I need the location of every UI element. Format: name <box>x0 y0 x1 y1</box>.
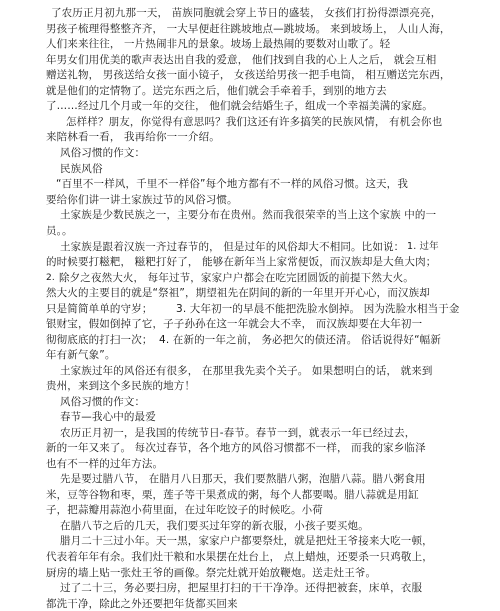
text-line: 然大火的主要目的就是“祭祖”，期望祖先在阴间的新的一年里开开心心，而汉族却 <box>46 287 430 299</box>
text-line: 新的一年又来了。 每次过春节，各个地方的风俗习惯都不一样， 而我的家乡临泽 <box>46 442 426 454</box>
text-line: 土家族是少数民族之一，主要分布在贵州。然而我很荣幸的当上这个家族 中的一 <box>60 209 437 221</box>
text-line: 来陪林看一看， 我再给你一一介绍。 <box>46 131 220 143</box>
text-line: 年男女们用优美的歌声表达出自我的爱意， 他们找到自我的心上人之后， 就会互相 <box>46 54 437 66</box>
text-line: 怎样样？朋友，你觉得有意思吗？我们这还有许多搞笑的民族风情， 有机会你也 <box>66 116 443 128</box>
text-line: 人们来来往往， 一片热闹非凡的景象。坡场上最热闹的要数对山歌了。轻 <box>46 38 391 50</box>
text-line: 了……经过几个月或一年的交往， 他们就会结婚生子，组成一个幸福美满的家庭。 <box>46 100 433 112</box>
text-line: 也有不一样的过年方法。 <box>46 458 164 470</box>
text-line: 风俗习惯的作文： <box>60 147 146 159</box>
text-line: 银财宝，假如倒掉了它，子子孙孙在这一年就会大不幸， 而汉族却要在大年初一 <box>46 318 423 330</box>
text-line: 年有新气象”。 <box>46 349 116 361</box>
text-line: 要给你们讲一讲土家族过节的风俗习惯。 <box>46 194 238 206</box>
text-line: 土家族是跟着汉族一齐过春节的， 但是过年的风俗却大不相同。比如说： <box>60 241 405 253</box>
text-line: 民族风俗 <box>60 163 103 175</box>
text-line: 只是简简单单的守岁； <box>46 303 153 315</box>
numbered-item: 4. 在新的一年之前， 务必把欠的债还清。 俗话说得好“幅新 <box>159 334 441 346</box>
text-line: 风俗习惯的作文： <box>60 396 146 408</box>
text-line: 员。。 <box>46 225 73 237</box>
text-line: 米，豆等谷物和枣，栗，莲子等干果煮成的粥，每个人都要喝。腊八蒜就是用缸 <box>46 489 419 501</box>
text-line: 的时候要打糍粑， 糍粑打好了， 能够在新年当上家常便饭，而汉族却是大鱼大肉； <box>46 256 437 268</box>
numbered-item: 2. <box>46 273 55 283</box>
text-line: 厨房的墙上贴一张灶王爷的画像。祭完灶就开始放鞭炮。送走灶王爷。 <box>46 567 377 579</box>
text-line: 代表着年年有余。我们灶干粮和水果摆在灶台上， 点上蜡烛，还要杀一只鸡敬上， <box>46 551 433 563</box>
text-line: 了农历正月初九那一天， 苗族同胞就会穿上节日的盛装， 女孩们打扮得漂漂亮亮， <box>51 7 442 19</box>
numbered-item: 3. 大年初一的早晨不能把洗脸水倒掉。 因为洗脸水相当于金 <box>176 303 460 315</box>
text-line: 腊月二十三过小年。天一黑，家家户户都要祭灶，就是把灶王爷接来大吃一顿， <box>60 535 433 547</box>
text-line: 贵州，来到这个多民族的地方！ <box>46 380 196 392</box>
text-line: 子，把蒜瓣用蒜泡小荷里面，在过年吃饺子的时候吃。小荷 <box>46 504 323 516</box>
numbered-item: 1. 过年 <box>407 241 439 252</box>
text-line: 彻彻底底的打扫一次； <box>46 334 153 346</box>
text-line: 先是要过腊八节， 在腊月八日那天，我们要熬腊八粥，泡腊八蒜。腊八粥食用 <box>60 473 426 485</box>
text-line: 就是他们的定情物了。送完东西之后，他们就会手牵着手，到别的地方去 <box>46 85 387 97</box>
text-line: 过了二十三，务必要扫房，把屋里打扫的干干净净。还得把被套，床单，衣服 <box>60 582 423 594</box>
text-line: “百里不一样风，千里不一样俗”每个地方都有不一样的风俗习惯。这天，我 <box>56 178 408 190</box>
text-line: 除夕之夜然大火， 每年过节，家家户户都会在吃完团圆饭的前提下然大火。 <box>59 272 414 284</box>
text-line: 农历正月初一，是我国的传统节日-春节。春节一到，就表示一年已经过去， <box>60 427 416 439</box>
text-line: 男孩子梳理得整整齐齐， 一大早便赶往跳坡地点—跳坡场。 来到坡场上， 人山人海， <box>46 23 451 35</box>
text-line: 春节—我心中的最爱 <box>60 411 156 423</box>
text-line: 赠送礼物， 男孩送给女孩一面小镜子， 女孩送给男孩一把手电筒， 相互赠送完东西， <box>46 69 451 81</box>
text-line: 在腊八节之后的几天，我们要买过年穿的新衣服，小孩子要买炮。 <box>60 520 369 532</box>
text-line: 土家族过年的风俗还有很多， 在那里我先卖个关子。 如果想明白的话， 就来到 <box>60 365 433 377</box>
text-line: 都洗干净，除此之外还要把年货都买回来 <box>46 598 238 610</box>
